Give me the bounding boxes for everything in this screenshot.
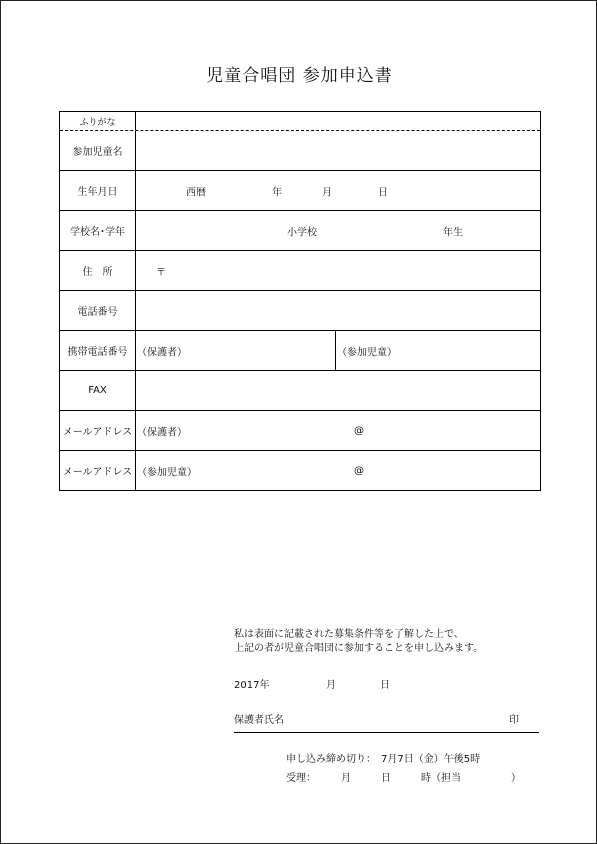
birthdate-row	[60, 171, 540, 211]
receipt-text: 受理： 月 日 時（担当 ）	[286, 773, 521, 784]
address-row	[60, 251, 540, 291]
child-email-label: メールアドレス	[60, 451, 136, 490]
school-row	[60, 211, 540, 251]
furigana-label: ふりがな	[60, 112, 136, 130]
child-name-field[interactable]	[136, 131, 540, 170]
child-name-label: 参加児童名	[60, 131, 136, 170]
phone-field[interactable]	[136, 291, 540, 330]
school-label: 学校名･学年	[60, 211, 136, 250]
postal-mark: 〒	[156, 267, 166, 278]
child-email-field[interactable]	[136, 451, 540, 490]
declaration-line-2: 上記の者が児童合唱団に参加することを申し込みます。	[234, 643, 484, 654]
mobile-child-label: （参加児童）	[337, 347, 397, 358]
guardian-email-field[interactable]	[136, 411, 540, 450]
guardian-email-note: （保護者）	[137, 427, 187, 438]
phone-label: 電話番号	[60, 291, 136, 330]
mobile-label: 携帯電話番号	[60, 331, 136, 370]
guardian-email-row	[60, 411, 540, 451]
mobile-row	[60, 331, 540, 371]
application-form-table	[59, 111, 541, 491]
application-month: 月	[326, 680, 336, 691]
fax-label: FAX	[60, 371, 136, 410]
application-day: 日	[380, 680, 390, 691]
school-field[interactable]	[136, 211, 540, 250]
page-title: 児童合唱団 参加申込書	[206, 66, 393, 86]
phone-row	[60, 291, 540, 331]
address-label: 住 所	[60, 251, 136, 290]
guardian-name-label: 保護者氏名	[234, 715, 284, 726]
address-field[interactable]	[136, 251, 540, 290]
child-email-row	[60, 451, 540, 490]
guardian-email-label: メールアドレス	[60, 411, 136, 450]
application-year: 2017年	[234, 680, 270, 691]
child-email-note: （参加児童）	[137, 467, 197, 478]
guardian-signature-line[interactable]	[234, 732, 539, 733]
birth-era-label: 西暦	[186, 187, 206, 198]
mobile-guardian-label: （保護者）	[137, 347, 187, 358]
birth-year-label: 年	[272, 187, 282, 198]
furigana-field[interactable]	[136, 112, 540, 130]
guardian-email-at: @	[354, 425, 364, 436]
fax-field[interactable]	[136, 371, 540, 410]
fax-row	[60, 371, 540, 411]
deadline-text: 申し込み締め切り： 7月7日（金）午後5時	[286, 754, 481, 765]
birth-month-label: 月	[322, 187, 332, 198]
child-email-at: @	[354, 465, 364, 476]
furigana-row	[60, 112, 540, 131]
mobile-field[interactable]	[136, 331, 540, 370]
declaration-line-1: 私は表面に記載された募集条件等を了解した上で、	[234, 629, 464, 640]
birth-day-label: 日	[378, 187, 388, 198]
birthdate-field[interactable]	[136, 171, 540, 210]
mobile-divider	[335, 331, 336, 370]
birthdate-label: 生年月日	[60, 171, 136, 210]
child-name-row	[60, 131, 540, 171]
seal-mark: 印	[509, 715, 519, 726]
grade-suffix-label: 年生	[443, 227, 463, 238]
school-suffix-label: 小学校	[287, 227, 317, 238]
